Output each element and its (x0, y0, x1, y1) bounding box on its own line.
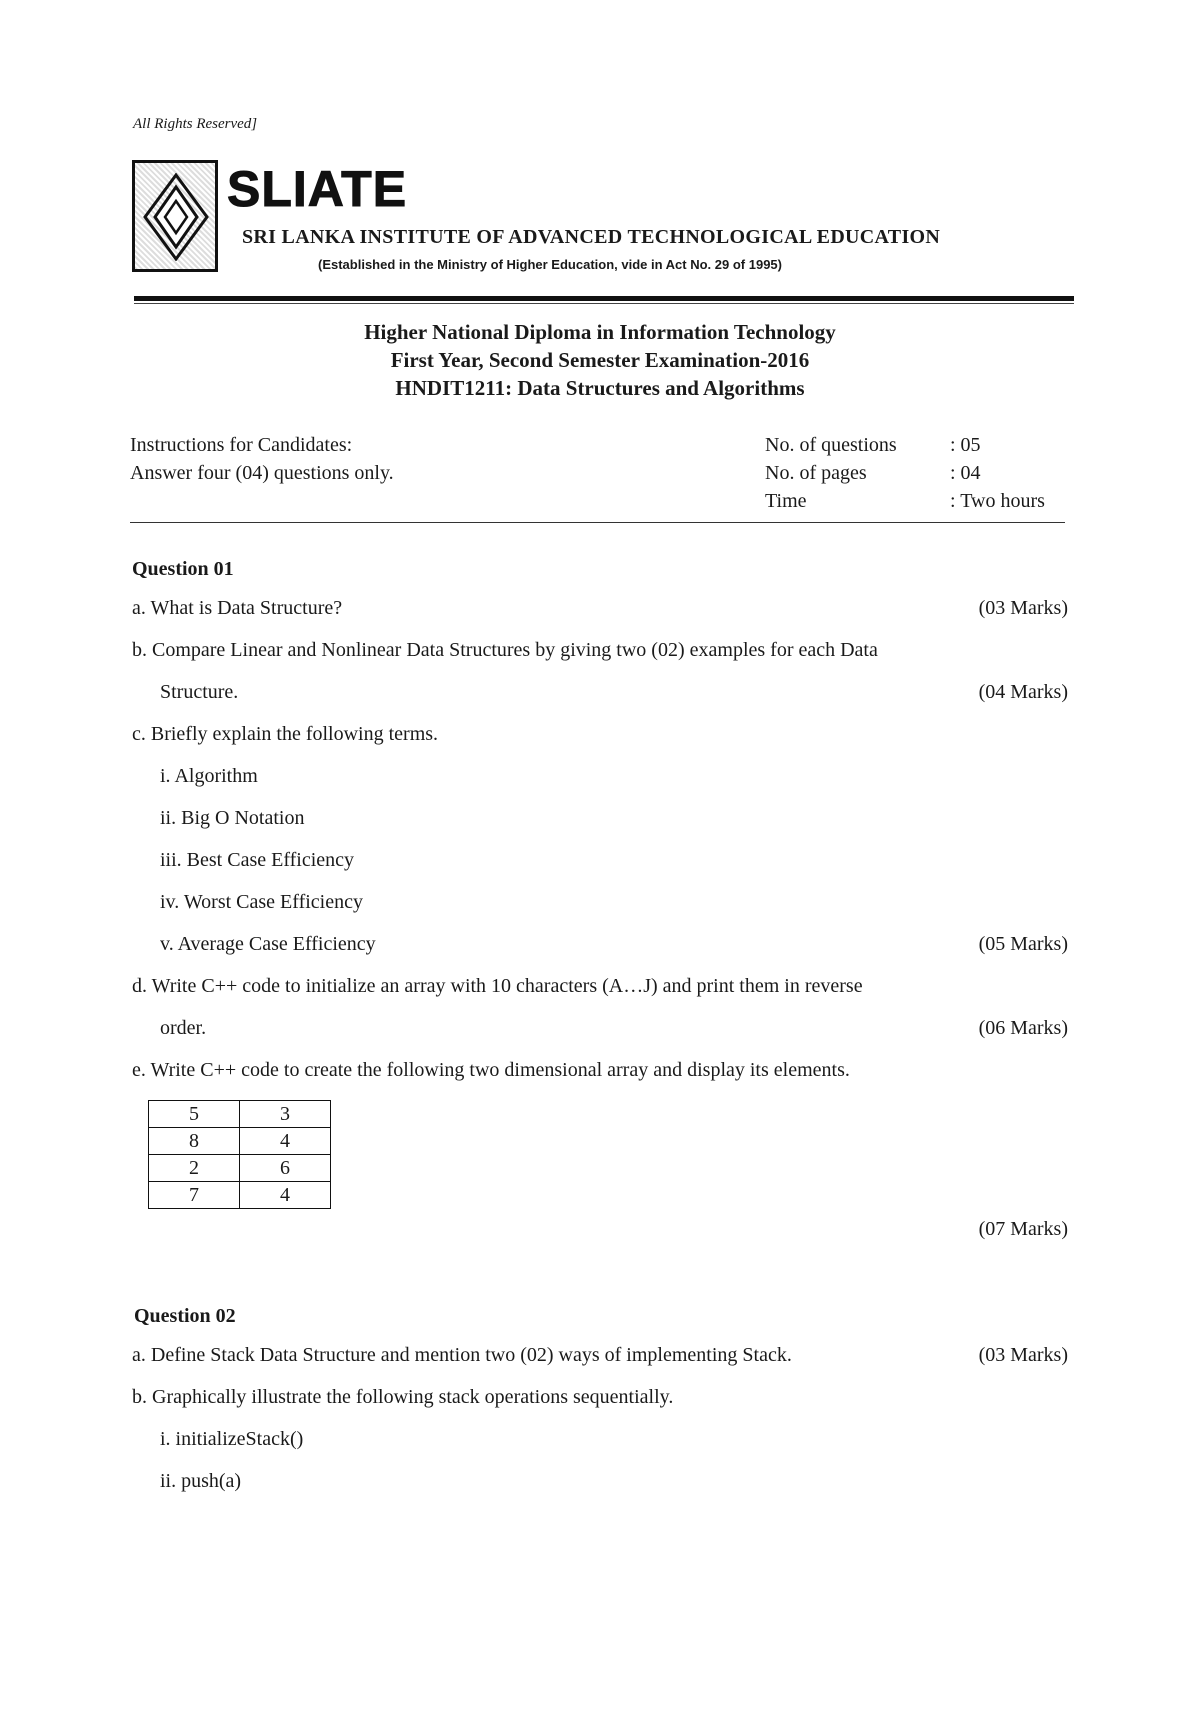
array-cell: 7 (149, 1182, 240, 1209)
diamond-logo-icon (143, 173, 209, 261)
header-rule-thin (134, 303, 1074, 304)
q1-c-item: v. Average Case Efficiency (160, 933, 376, 955)
detail-value: : 05 (950, 434, 981, 456)
table-row (149, 1101, 331, 1128)
question-02-title: Question 02 (134, 1305, 236, 1327)
q1-part-b-cont: Structure. (160, 681, 239, 703)
array-cell: 6 (240, 1155, 331, 1182)
instructions-separator (130, 522, 1065, 523)
q2-part-b: b. Graphically illustrate the following stack operations sequentially. (132, 1386, 674, 1408)
q1-c-marks: (05 Marks) (978, 933, 1068, 955)
q2-a-marks: (03 Marks) (978, 1344, 1068, 1366)
exam-title-2: First Year, Second Semester Examination-2016 (390, 348, 810, 372)
q1-c-item: i. Algorithm (160, 765, 258, 787)
detail-label: No. of pages (765, 462, 867, 484)
array-cell: 5 (149, 1101, 240, 1128)
q1-part-b: b. Compare Linear and Nonlinear Data Structures by giving two (02) examples for each Data (132, 639, 878, 661)
institute-name: SRI LANKA INSTITUTE OF ADVANCED TECHNOLOGICAL EDUCATION (242, 226, 941, 248)
question-01-title: Question 01 (132, 558, 234, 580)
detail-label: No. of questions (765, 434, 897, 456)
q1-a-marks: (03 Marks) (978, 597, 1068, 619)
q1-b-marks: (04 Marks) (978, 681, 1068, 703)
q2-b-item: i. initializeStack() (160, 1428, 304, 1450)
instructions-text: Answer four (04) questions only. (130, 462, 394, 484)
table-row (149, 1155, 331, 1182)
institute-established: (Established in the Ministry of Higher Education, vide in Act No. 29 of 1995) (318, 257, 782, 272)
table-row (149, 1182, 331, 1209)
q1-d-marks: (06 Marks) (978, 1017, 1068, 1039)
q1-e-marks: (07 Marks) (978, 1218, 1068, 1240)
q1-c-item: ii. Big O Notation (160, 807, 305, 829)
q2-b-item: ii. push(a) (160, 1470, 242, 1492)
q1-part-c: c. Briefly explain the following terms. (132, 723, 439, 745)
array-cell: 8 (149, 1128, 240, 1155)
detail-value: : 04 (950, 462, 981, 484)
array-cell: 4 (240, 1128, 331, 1155)
brand-name: SLIATE (227, 161, 408, 217)
header-rule (134, 296, 1074, 301)
q1-part-d: d. Write C++ code to initialize an array with 10 characters (A…J) and print them in reverse (132, 975, 863, 997)
instructions-heading: Instructions for Candidates: (130, 434, 353, 456)
sliate-logo (132, 160, 218, 272)
exam-title-3: HNDIT1211: Data Structures and Algorithms (395, 376, 805, 400)
exam-title-1: Higher National Diploma in Information Technology (364, 320, 836, 344)
array-cell: 2 (149, 1155, 240, 1182)
q1-part-e: e. Write C++ code to create the following two dimensional array and display its elements. (132, 1059, 850, 1081)
detail-label: Time (765, 490, 807, 512)
array-cell: 4 (240, 1182, 331, 1209)
q1-c-item: iii. Best Case Efficiency (160, 849, 355, 871)
array-cell: 3 (240, 1101, 331, 1128)
q2-part-a: a. Define Stack Data Structure and mention two (02) ways of implementing Stack. (132, 1344, 792, 1366)
detail-value: : Two hours (950, 490, 1045, 512)
two-dimensional-array-table (148, 1100, 331, 1209)
table-row (149, 1128, 331, 1155)
q1-part-a: a. What is Data Structure? (132, 597, 343, 619)
rights-reserved: All Rights Reserved] (133, 116, 258, 132)
q1-part-d-cont: order. (160, 1017, 207, 1039)
q1-c-item: iv. Worst Case Efficiency (160, 891, 363, 913)
